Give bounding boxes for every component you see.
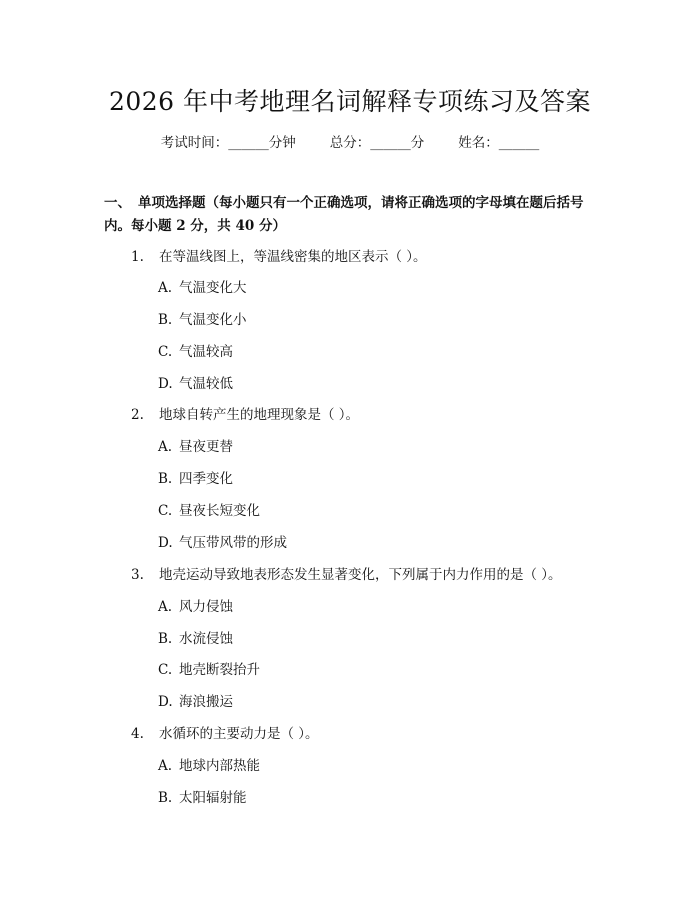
option-text: 地球内部热能 — [179, 758, 260, 774]
total-score-field: 总分：______分 — [329, 135, 425, 151]
option-letter: A. — [158, 758, 173, 774]
option-text: 气温变化大 — [179, 280, 247, 296]
option-letter: D. — [158, 535, 173, 551]
option-4a — [158, 754, 260, 774]
option-3b — [158, 627, 233, 647]
option-2a — [158, 435, 233, 455]
option-4b — [158, 786, 247, 806]
option-text: 风力侵蚀 — [179, 599, 233, 615]
option-letter: D. — [158, 376, 173, 392]
section-text-line1: 单项选择题（每小题只有一个正确选项，请将正确选项的字母填在题后括号 — [138, 195, 584, 211]
option-2b — [158, 467, 233, 487]
option-letter: B. — [158, 790, 173, 806]
question-1 — [131, 245, 427, 265]
option-text: 气压带风带的形成 — [179, 535, 287, 551]
exam-meta — [0, 131, 700, 151]
question-number: 1. — [131, 249, 144, 265]
option-letter: B. — [158, 471, 173, 487]
option-1b — [158, 308, 247, 328]
option-letter: C. — [158, 344, 173, 360]
section-heading — [104, 192, 604, 238]
option-text: 水流侵蚀 — [179, 631, 233, 647]
student-name-field: 姓名：______ — [458, 135, 540, 151]
exam-time-field: 考试时间：______分钟 — [160, 135, 296, 151]
section-text-line2: 内。每小题 2 分，共 40 分） — [104, 218, 286, 234]
section-number: 一、 — [104, 195, 131, 211]
option-text: 气温较低 — [179, 376, 233, 392]
option-text: 昼夜更替 — [179, 439, 233, 455]
option-letter: A. — [158, 280, 173, 296]
option-3c — [158, 658, 260, 678]
document-title: 2026 年中考地理名词解释专项练习及答案 — [108, 87, 592, 116]
option-letter: A. — [158, 439, 173, 455]
option-3a — [158, 595, 233, 615]
question-number: 3. — [131, 567, 144, 583]
question-number: 4. — [131, 726, 144, 742]
question-text: 水循环的主要动力是（ ）。 — [159, 726, 319, 742]
question-3 — [131, 563, 562, 583]
option-letter: D. — [158, 694, 173, 710]
option-text: 气温较高 — [179, 344, 233, 360]
option-letter: C. — [158, 503, 173, 519]
option-1a — [158, 276, 247, 296]
option-text: 昼夜长短变化 — [179, 503, 260, 519]
question-4 — [131, 722, 319, 742]
option-1c — [158, 340, 233, 360]
option-letter: C. — [158, 662, 173, 678]
question-2 — [131, 403, 359, 423]
option-text: 太阳辐射能 — [179, 790, 247, 806]
question-text: 在等温线图上，等温线密集的地区表示（ ）。 — [159, 249, 427, 265]
option-2d — [158, 531, 287, 551]
question-text: 地壳运动导致地表形态发生显著变化，下列属于内力作用的是（ ）。 — [159, 567, 562, 583]
option-1d — [158, 372, 233, 392]
option-letter: B. — [158, 312, 173, 328]
option-2c — [158, 499, 260, 519]
option-text: 海浪搬运 — [179, 694, 233, 710]
option-text: 气温变化小 — [179, 312, 247, 328]
option-3d — [158, 690, 233, 710]
question-number: 2. — [131, 407, 144, 423]
option-letter: B. — [158, 631, 173, 647]
option-text: 地壳断裂抬升 — [179, 662, 260, 678]
option-text: 四季变化 — [179, 471, 233, 487]
question-text: 地球自转产生的地理现象是（ ）。 — [159, 407, 360, 423]
option-letter: A. — [158, 599, 173, 615]
